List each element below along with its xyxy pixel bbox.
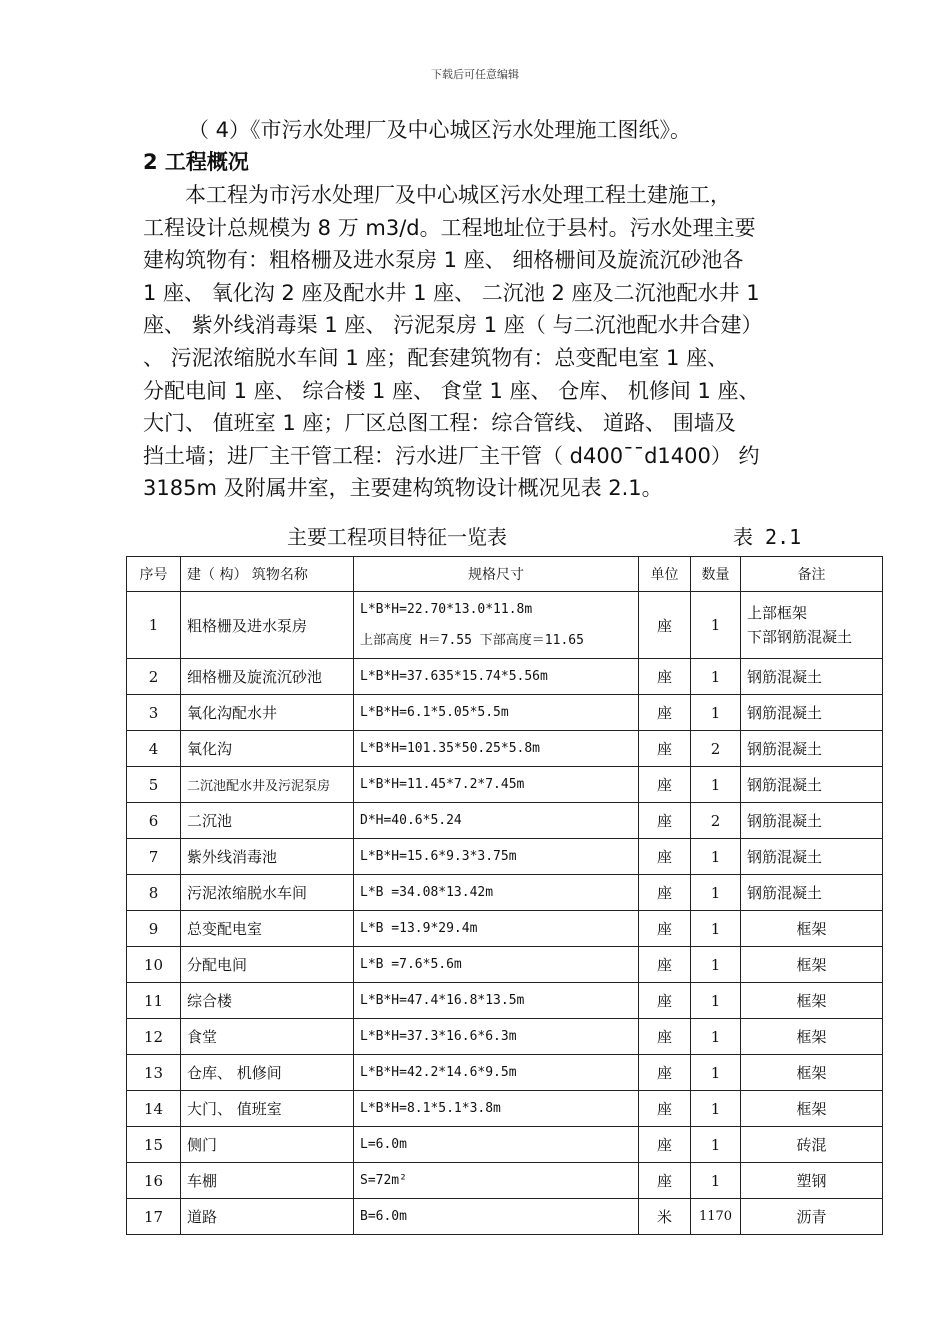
cell-seq: 9 bbox=[127, 911, 181, 947]
cell-name: 仓库、 机修间 bbox=[181, 1055, 354, 1091]
body-line: 、 污泥浓缩脱水车间 1 座；配套建筑物有：总变配电室 1 座、 bbox=[143, 345, 729, 370]
table-row bbox=[127, 1091, 883, 1127]
table-row bbox=[127, 875, 883, 911]
reference-item: （ 4）《市污水处理厂及中心城区污水处理施工图纸》。 bbox=[188, 118, 692, 142]
cell-unit: 座 bbox=[639, 1019, 691, 1055]
cell-name: 污泥浓缩脱水车间 bbox=[181, 875, 354, 911]
table-row bbox=[127, 1163, 883, 1199]
cell-unit: 座 bbox=[639, 695, 691, 731]
cell-note: 钢筋混凝土 bbox=[741, 803, 883, 839]
cell-seq: 7 bbox=[127, 839, 181, 875]
cell-unit: 座 bbox=[639, 983, 691, 1019]
cell-name: 大门、 值班室 bbox=[181, 1091, 354, 1127]
cell-qty: 1 bbox=[691, 1163, 741, 1199]
cell-name: 氧化沟 bbox=[181, 731, 354, 767]
body-line: 工程设计总规模为 8 万 m3/d。工程地址位于县村。污水处理主要 bbox=[143, 215, 756, 240]
col-header-name: 建（ 构） 筑物名称 bbox=[181, 557, 354, 592]
cell-note: 框架 bbox=[741, 1019, 883, 1055]
cell-unit: 座 bbox=[639, 659, 691, 695]
cell-seq: 4 bbox=[127, 731, 181, 767]
cell-spec: L*B*H=15.6*9.3*3.75m bbox=[354, 839, 639, 875]
cell-name: 二沉池 bbox=[181, 803, 354, 839]
cell-qty: 1 bbox=[691, 911, 741, 947]
cell-name: 氧化沟配水井 bbox=[181, 695, 354, 731]
body-line: 大门、 值班室 1 座；厂区总图工程：综合管线、 道路、 围墙及 bbox=[143, 411, 736, 436]
section-body bbox=[143, 179, 813, 505]
cell-unit: 座 bbox=[639, 731, 691, 767]
cell-spec: S=72m² bbox=[354, 1163, 639, 1199]
cell-name: 二沉池配水井及污泥泵房 bbox=[181, 767, 354, 803]
cell-spec: L*B*H=37.3*16.6*6.3m bbox=[354, 1019, 639, 1055]
cell-note: 砖混 bbox=[741, 1127, 883, 1163]
cell-note: 框架 bbox=[741, 1091, 883, 1127]
cell-seq: 14 bbox=[127, 1091, 181, 1127]
cell-note: 框架 bbox=[741, 911, 883, 947]
cell-qty: 1 bbox=[691, 947, 741, 983]
table-header-row bbox=[127, 557, 883, 592]
cell-seq: 8 bbox=[127, 875, 181, 911]
table-row bbox=[127, 731, 883, 767]
cell-note: 框架 bbox=[741, 983, 883, 1019]
table-row bbox=[127, 1127, 883, 1163]
cell-name: 分配电间 bbox=[181, 947, 354, 983]
cell-unit: 座 bbox=[639, 947, 691, 983]
cell-name: 综合楼 bbox=[181, 983, 354, 1019]
table-row bbox=[127, 839, 883, 875]
body-line: 本工程为市污水处理厂及中心城区污水处理工程土建施工， bbox=[143, 183, 731, 207]
cell-spec: L*B =34.08*13.42m bbox=[354, 875, 639, 911]
cell-seq: 11 bbox=[127, 983, 181, 1019]
cell-spec bbox=[354, 592, 639, 659]
cell-note: 框架 bbox=[741, 1055, 883, 1091]
cell-unit: 座 bbox=[639, 1055, 691, 1091]
cell-seq: 13 bbox=[127, 1055, 181, 1091]
table-row bbox=[127, 983, 883, 1019]
cell-spec: L*B*H=42.2*14.6*9.5m bbox=[354, 1055, 639, 1091]
note-line: 上部框架 bbox=[747, 604, 808, 622]
cell-seq: 15 bbox=[127, 1127, 181, 1163]
table-row bbox=[127, 767, 883, 803]
cell-qty: 1 bbox=[691, 767, 741, 803]
note-line: 下部钢筋混凝土 bbox=[747, 628, 853, 646]
cell-qty: 1 bbox=[691, 592, 741, 659]
cell-qty: 1 bbox=[691, 875, 741, 911]
table-row bbox=[127, 1019, 883, 1055]
cell-note: 塑钢 bbox=[741, 1163, 883, 1199]
section-heading: 2 工程概况 bbox=[143, 150, 249, 174]
cell-unit: 座 bbox=[639, 1091, 691, 1127]
cell-seq: 1 bbox=[127, 592, 181, 659]
cell-spec: L*B*H=11.45*7.2*7.45m bbox=[354, 767, 639, 803]
cell-seq: 3 bbox=[127, 695, 181, 731]
cell-spec: L*B =7.6*5.6m bbox=[354, 947, 639, 983]
cell-spec: D*H=40.6*5.24 bbox=[354, 803, 639, 839]
cell-name: 粗格栅及进水泵房 bbox=[181, 592, 354, 659]
cell-spec: L*B*H=6.1*5.05*5.5m bbox=[354, 695, 639, 731]
cell-unit: 座 bbox=[639, 875, 691, 911]
cell-unit: 座 bbox=[639, 1127, 691, 1163]
col-header-note: 备注 bbox=[741, 557, 883, 592]
cell-qty: 1 bbox=[691, 695, 741, 731]
table-row bbox=[127, 592, 883, 659]
cell-unit: 座 bbox=[639, 911, 691, 947]
body-line: 1 座、 氧化沟 2 座及配水井 1 座、 二沉池 2 座及二沉池配水井 1 bbox=[143, 280, 760, 305]
spec-line: L*B*H=22.70*13.0*11.8m bbox=[360, 602, 533, 617]
body-line: 建构筑物有：粗格栅及进水泵房 1 座、 细格栅间及旋流沉砂池各 bbox=[143, 248, 744, 273]
table-row bbox=[127, 1055, 883, 1091]
cell-qty: 2 bbox=[691, 731, 741, 767]
cell-qty: 1 bbox=[691, 1127, 741, 1163]
table-row bbox=[127, 1199, 883, 1235]
cell-unit: 座 bbox=[639, 839, 691, 875]
project-features-table bbox=[126, 556, 883, 1235]
cell-seq: 12 bbox=[127, 1019, 181, 1055]
cell-note: 钢筋混凝土 bbox=[741, 839, 883, 875]
cell-spec: L*B =13.9*29.4m bbox=[354, 911, 639, 947]
table-row bbox=[127, 803, 883, 839]
cell-seq: 5 bbox=[127, 767, 181, 803]
cell-qty: 1 bbox=[691, 1091, 741, 1127]
body-line: 座、 紫外线消毒渠 1 座、 污泥泵房 1 座（ 与二沉池配水井合建） bbox=[143, 313, 763, 338]
cell-name: 侧门 bbox=[181, 1127, 354, 1163]
cell-spec: L*B*H=37.635*15.74*5.56m bbox=[354, 659, 639, 695]
cell-unit: 米 bbox=[639, 1199, 691, 1235]
table-caption: 主要工程项目特征一览表 bbox=[287, 525, 507, 549]
cell-qty: 1 bbox=[691, 1055, 741, 1091]
cell-name: 紫外线消毒池 bbox=[181, 839, 354, 875]
cell-spec: L*B*H=101.35*50.25*5.8m bbox=[354, 731, 639, 767]
cell-name: 细格栅及旋流沉砂池 bbox=[181, 659, 354, 695]
cell-qty: 1 bbox=[691, 983, 741, 1019]
cell-unit: 座 bbox=[639, 1163, 691, 1199]
cell-note: 钢筋混凝土 bbox=[741, 659, 883, 695]
col-header-spec: 规格尺寸 bbox=[354, 557, 639, 592]
table-row bbox=[127, 695, 883, 731]
cell-note: 钢筋混凝土 bbox=[741, 695, 883, 731]
table-number: 表 2.1 bbox=[733, 525, 802, 549]
body-line: 分配电间 1 座、 综合楼 1 座、 食堂 1 座、 仓库、 机修间 1 座、 bbox=[143, 378, 760, 403]
col-header-qty: 数量 bbox=[691, 557, 741, 592]
cell-note: 钢筋混凝土 bbox=[741, 731, 883, 767]
table-row bbox=[127, 911, 883, 947]
cell-note bbox=[741, 592, 883, 659]
cell-unit: 座 bbox=[639, 803, 691, 839]
cell-name: 道路 bbox=[181, 1199, 354, 1235]
col-header-unit: 单位 bbox=[639, 557, 691, 592]
cell-seq: 6 bbox=[127, 803, 181, 839]
body-line: 3185m 及附属井室，主要建构筑物设计概况见表 2.1。 bbox=[143, 476, 663, 501]
cell-note: 钢筋混凝土 bbox=[741, 767, 883, 803]
cell-name: 车棚 bbox=[181, 1163, 354, 1199]
cell-spec: L=6.0m bbox=[354, 1127, 639, 1163]
body-line: 挡土墙；进厂主干管工程：污水进厂主干管（ d400¯¯d1400） 约 bbox=[143, 443, 760, 468]
cell-spec: L*B*H=8.1*5.1*3.8m bbox=[354, 1091, 639, 1127]
cell-name: 总变配电室 bbox=[181, 911, 354, 947]
cell-qty: 1 bbox=[691, 1019, 741, 1055]
cell-qty: 1 bbox=[691, 659, 741, 695]
col-header-seq: 序号 bbox=[127, 557, 181, 592]
cell-seq: 16 bbox=[127, 1163, 181, 1199]
cell-unit: 座 bbox=[639, 767, 691, 803]
cell-spec: L*B*H=47.4*16.8*13.5m bbox=[354, 983, 639, 1019]
cell-seq: 2 bbox=[127, 659, 181, 695]
cell-seq: 10 bbox=[127, 947, 181, 983]
cell-qty: 2 bbox=[691, 803, 741, 839]
cell-name: 食堂 bbox=[181, 1019, 354, 1055]
table-row bbox=[127, 659, 883, 695]
cell-spec: B=6.0m bbox=[354, 1199, 639, 1235]
table-row bbox=[127, 947, 883, 983]
cell-note: 沥青 bbox=[741, 1199, 883, 1235]
spec-line: 上部高度 H＝7.55 下部高度＝11.65 bbox=[360, 633, 584, 648]
cell-note: 框架 bbox=[741, 947, 883, 983]
page-header: 下载后可任意编辑 bbox=[431, 68, 519, 81]
cell-seq: 17 bbox=[127, 1199, 181, 1235]
cell-note: 钢筋混凝土 bbox=[741, 875, 883, 911]
cell-qty: 1170 bbox=[691, 1199, 741, 1235]
cell-qty: 1 bbox=[691, 839, 741, 875]
cell-unit: 座 bbox=[639, 592, 691, 659]
